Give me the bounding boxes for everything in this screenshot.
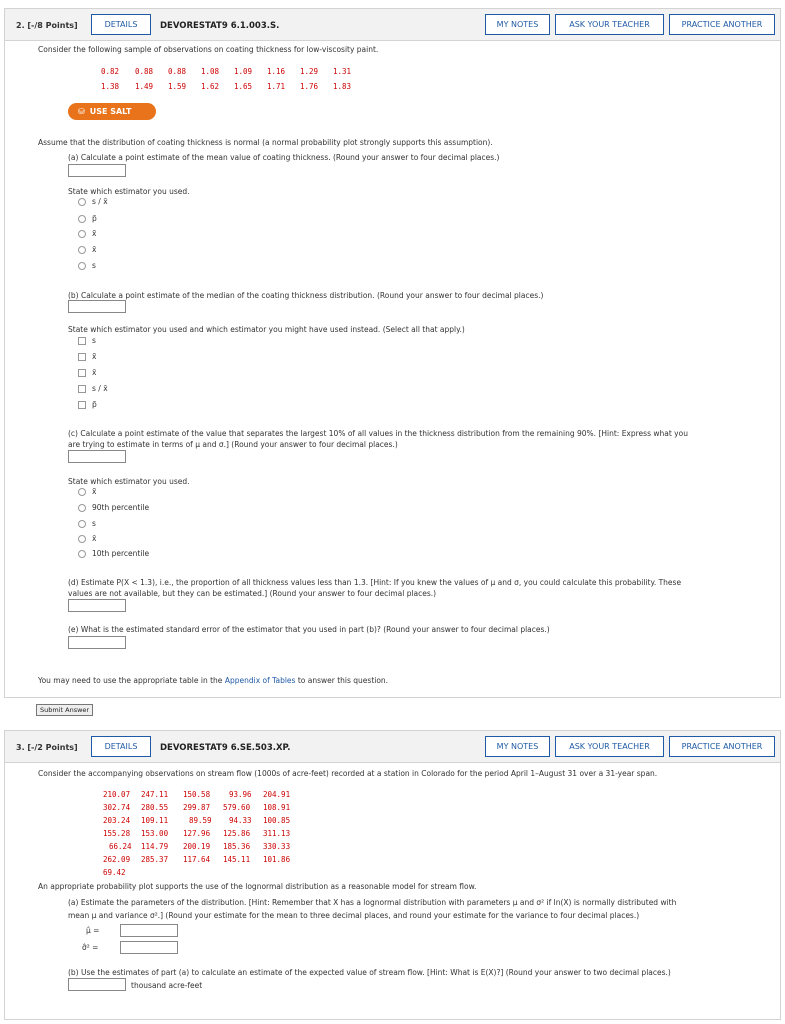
- part-a-prompt-cont: mean μ and variance σ².] (Round your estimate for the mean to three decimal places, and round your estimate for the variance to four decimal places.): [68, 911, 640, 920]
- part-b-estimator-label: State which estimator you used and which estimator you might have used instead. (Select all that apply.): [68, 325, 465, 334]
- lognormal-text: An appropriate probability plot supports the use of the lognormal distribution as a reasonable model for stream flow.: [38, 882, 477, 891]
- data-value: 125.86: [223, 829, 251, 838]
- part-a-prompt: (a) Estimate the parameters of the distribution. [Hint: Remember that X has a lognormal distribution with parameters μ and σ² if ln(X) is normally distributed with: [68, 898, 677, 907]
- submit-answer-button[interactable]: Submit Answer: [36, 704, 93, 716]
- part-d-prompt: (d) Estimate P(X < 1.3), i.e., the proportion of all thickness values less than 1.3. [Hint: If you knew the values of μ and σ, you could calculate this probability. These: [68, 578, 682, 587]
- data-value: 1.09: [234, 67, 253, 76]
- part-b-option[interactable]: s: [78, 336, 96, 345]
- details-button[interactable]: DETAILS: [91, 736, 151, 757]
- data-value: 114.79: [141, 842, 169, 851]
- part-a-option[interactable]: s / x̄: [78, 197, 108, 206]
- practice-another-button[interactable]: PRACTICE ANOTHER: [669, 736, 775, 757]
- part-b-answer-input[interactable]: [68, 300, 126, 313]
- part-b-prompt: (b) Calculate a point estimate of the median of the coating thickness distribution. (Round your answer to four decimal places.): [68, 291, 544, 300]
- checkbox[interactable]: [78, 401, 86, 409]
- radio-button[interactable]: [78, 550, 86, 558]
- appendix-link[interactable]: Appendix of Tables: [224, 676, 296, 685]
- data-value: 1.71: [267, 82, 286, 91]
- data-value: 101.86: [263, 855, 291, 864]
- ask-teacher-button[interactable]: ASK YOUR TEACHER: [555, 736, 664, 757]
- part-a-option[interactable]: x̃: [78, 229, 96, 238]
- part-a-prompt: (a) Calculate a point estimate of the mean value of coating thickness. (Round your answer to four decimal places.): [68, 153, 500, 162]
- part-e-prompt: (e) What is the estimated standard error of the estimator that you used in part (b)? (Round your answer to four decimal places.): [68, 625, 550, 634]
- part-a-option[interactable]: s: [78, 261, 96, 270]
- radio-button[interactable]: [78, 262, 86, 270]
- part-c-option[interactable]: x̃: [78, 487, 96, 496]
- data-value: 1.31: [333, 67, 352, 76]
- data-value: 1.49: [135, 82, 154, 91]
- details-button[interactable]: DETAILS: [91, 14, 151, 35]
- data-value: 299.87: [183, 803, 211, 812]
- question-id: DEVORESTAT9 6.SE.503.XP.: [160, 743, 291, 753]
- data-value: 108.91: [263, 803, 291, 812]
- part-d-prompt-cont: values are not available, but they can be estimated.] (Round your answer to four decimal places.): [68, 589, 437, 598]
- part-c-option[interactable]: x̄: [78, 534, 96, 543]
- data-value: 100.85: [263, 816, 291, 825]
- my-notes-button[interactable]: MY NOTES: [485, 736, 550, 757]
- radio-button[interactable]: [78, 488, 86, 496]
- use-salt-label: USE SALT: [89, 107, 132, 116]
- checkbox[interactable]: [78, 337, 86, 345]
- ask-teacher-button[interactable]: ASK YOUR TEACHER: [555, 14, 664, 35]
- data-value: 330.33: [263, 842, 291, 851]
- part-b-option[interactable]: s / x̄: [78, 384, 108, 393]
- data-value: 262.09: [103, 855, 131, 864]
- my-notes-button[interactable]: MY NOTES: [485, 14, 550, 35]
- part-c-prompt: (c) Calculate a point estimate of the value that separates the largest 10% of all values in the thickness distribution from the remaining 90%. [Hint: Express what you: [68, 429, 688, 438]
- data-value: 153.00: [141, 829, 169, 838]
- radio-button[interactable]: [78, 520, 86, 528]
- data-value: 185.36: [223, 842, 251, 851]
- mu-hat-input[interactable]: [120, 924, 178, 937]
- part-b-option[interactable]: x̄: [78, 368, 96, 377]
- data-value: 1.08: [201, 67, 220, 76]
- sigma-hat-label: σ̂² =: [82, 943, 99, 952]
- radio-button[interactable]: [78, 198, 86, 206]
- data-value: 1.76: [300, 82, 319, 91]
- data-value: 285.37: [141, 855, 169, 864]
- radio-button[interactable]: [78, 215, 86, 223]
- part-a-option[interactable]: p̃: [78, 214, 97, 223]
- salt-icon: ⛁: [78, 107, 85, 116]
- part-b-prompt: (b) Use the estimates of part (a) to calculate an estimate of the expected value of stream flow. [Hint: What is E(X)?] (Round your answer to two decimal places.): [68, 968, 671, 977]
- data-value: 150.58: [183, 790, 211, 799]
- part-b-option[interactable]: p̃: [78, 400, 97, 409]
- data-value: 94.33: [229, 816, 252, 825]
- data-value: 579.60: [223, 803, 251, 812]
- data-value: 69.42: [103, 868, 126, 877]
- part-a-estimator-label: State which estimator you used.: [68, 187, 190, 196]
- data-value: 311.13: [263, 829, 291, 838]
- unit-label: thousand acre-feet: [131, 981, 203, 990]
- data-value: 203.24: [103, 816, 131, 825]
- data-value: 0.82: [101, 67, 120, 76]
- question-number: 2. [-/8 Points]: [16, 21, 78, 30]
- data-value: 66.24: [109, 842, 132, 851]
- data-value: 204.91: [263, 790, 291, 799]
- practice-another-button[interactable]: PRACTICE ANOTHER: [669, 14, 775, 35]
- data-value: 1.59: [168, 82, 187, 91]
- data-value: 1.16: [267, 67, 286, 76]
- appendix-note: You may need to use the appropriate table in the Appendix of Tables to answer this question.: [38, 676, 389, 685]
- part-c-option[interactable]: 10th percentile: [78, 549, 149, 558]
- mu-hat-label: μ̂ =: [86, 926, 100, 935]
- expected-value-input[interactable]: [68, 978, 126, 991]
- question-2-header: [5, 9, 780, 41]
- data-value: 109.11: [141, 816, 169, 825]
- data-value: 0.88: [168, 67, 187, 76]
- question-id: DEVORESTAT9 6.1.003.S.: [160, 21, 280, 31]
- data-value: 155.28: [103, 829, 131, 838]
- use-salt-button[interactable]: [68, 103, 156, 120]
- part-c-estimator-label: State which estimator you used.: [68, 477, 190, 486]
- data-value: 1.62: [201, 82, 220, 91]
- data-value: 127.96: [183, 829, 211, 838]
- checkbox[interactable]: [78, 369, 86, 377]
- part-c-option[interactable]: 90th percentile: [78, 503, 149, 512]
- radio-button[interactable]: [78, 504, 86, 512]
- part-a-answer-input[interactable]: [68, 164, 126, 177]
- data-value: 280.55: [141, 803, 169, 812]
- part-e-answer-input[interactable]: [68, 636, 126, 649]
- data-value: 1.65: [234, 82, 253, 91]
- data-value: 210.07: [103, 790, 131, 799]
- data-value: 93.96: [229, 790, 252, 799]
- part-a-option[interactable]: x̄: [78, 245, 96, 254]
- data-value: 302.74: [103, 803, 131, 812]
- data-value: 145.11: [223, 855, 251, 864]
- data-value: 200.19: [183, 842, 211, 851]
- data-value: 1.29: [300, 67, 319, 76]
- data-value: 89.59: [189, 816, 212, 825]
- radio-button[interactable]: [78, 246, 86, 254]
- data-value: 1.38: [101, 82, 120, 91]
- intro-text: Consider the following sample of observations on coating thickness for low-viscosity paint.: [38, 45, 379, 54]
- data-value: 117.64: [183, 855, 211, 864]
- intro-text: Consider the accompanying observations on stream flow (1000s of acre-feet) recorded at a station in Colorado for the period April 1–August 31 over a 31-year span.: [38, 769, 658, 778]
- question-number: 3. [-/2 Points]: [16, 743, 78, 752]
- data-value: 0.88: [135, 67, 154, 76]
- sigma-squared-hat-input[interactable]: [120, 941, 178, 954]
- assumption-text: Assume that the distribution of coating thickness is normal (a normal probability plot strongly supports this assumption).: [38, 138, 493, 147]
- part-d-answer-input[interactable]: [68, 599, 126, 612]
- part-c-prompt-cont: are trying to estimate in terms of μ and σ.] (Round your answer to four decimal places.): [68, 440, 398, 449]
- question-3-header: [5, 731, 780, 763]
- part-c-answer-input[interactable]: [68, 450, 126, 463]
- data-value: 1.83: [333, 82, 352, 91]
- radio-button[interactable]: [78, 230, 86, 238]
- part-c-option[interactable]: s: [78, 519, 96, 528]
- checkbox[interactable]: [78, 353, 86, 361]
- radio-button[interactable]: [78, 535, 86, 543]
- part-b-option[interactable]: x̃: [78, 352, 96, 361]
- checkbox[interactable]: [78, 385, 86, 393]
- data-value: 247.11: [141, 790, 169, 799]
